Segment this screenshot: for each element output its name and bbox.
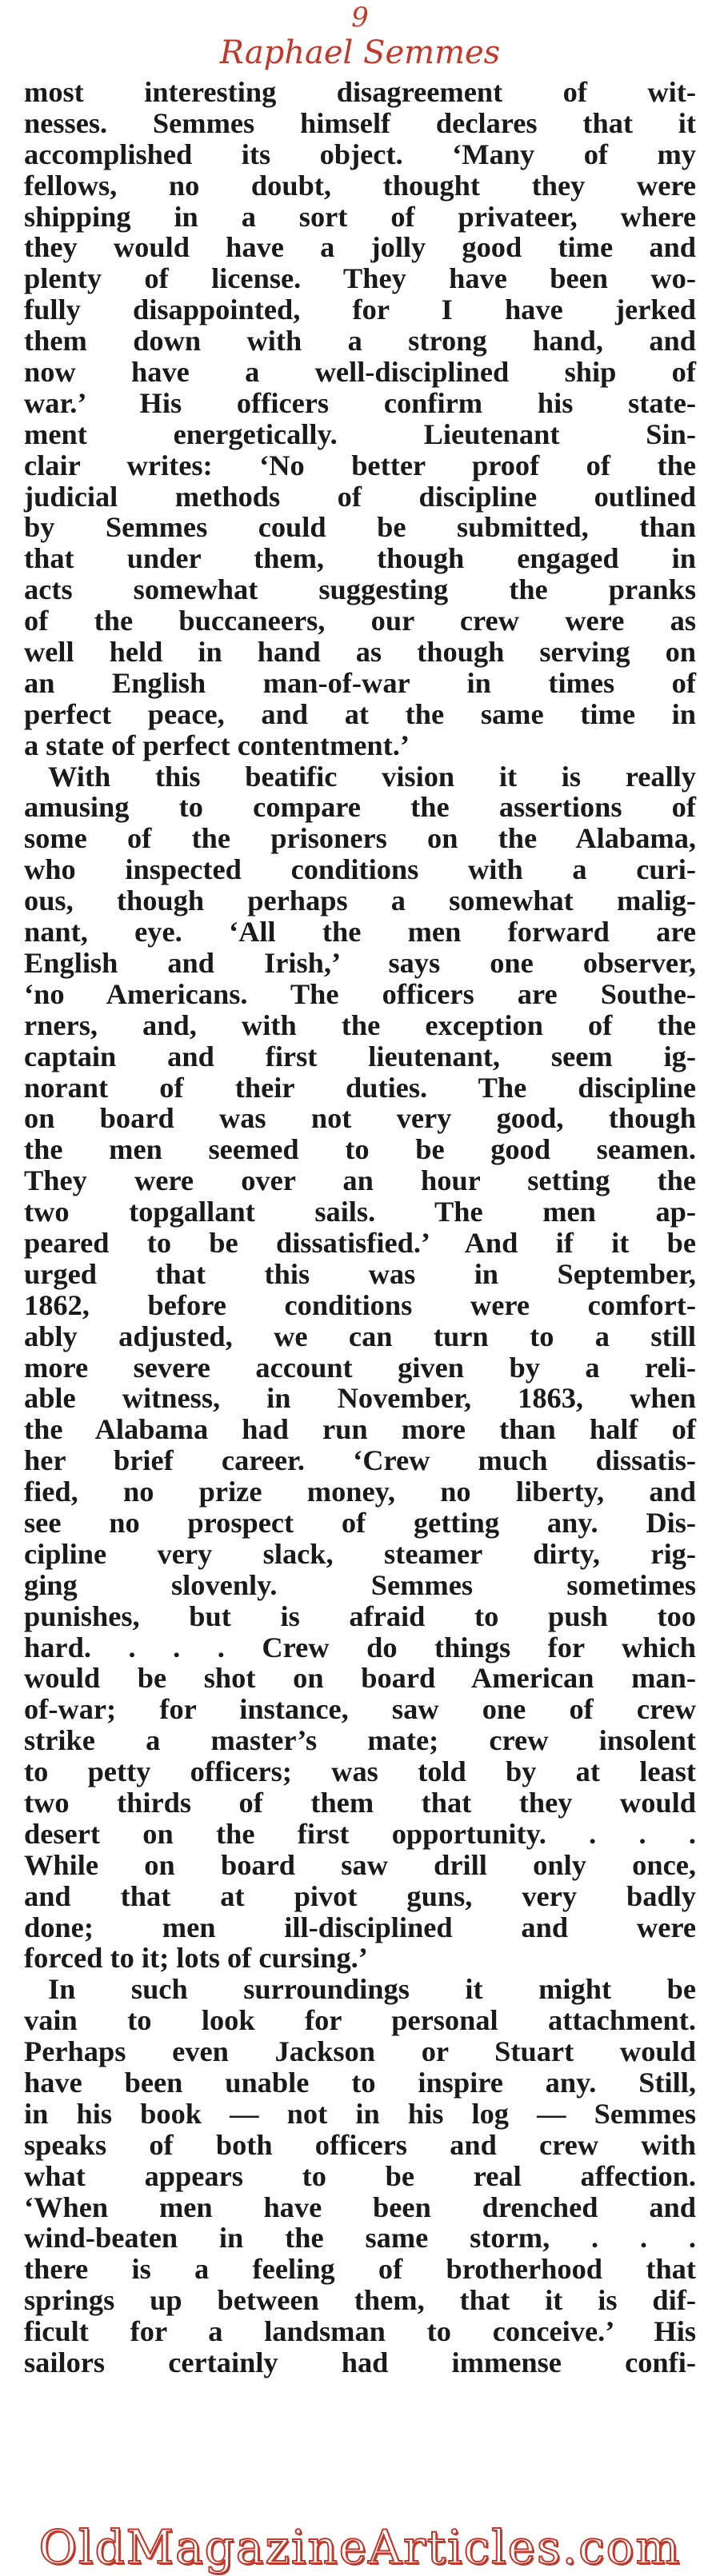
article-line: nant, eye. ‘All the men forward are	[24, 916, 696, 949]
article-line: In such surroundings it might be	[48, 1973, 696, 2006]
article-line: see no prospect of getting any. Dis-	[24, 1506, 696, 1539]
article-line: fellows, no doubt, thought they were	[24, 169, 696, 202]
article-line: ous, though perhaps a somewhat malig-	[24, 885, 696, 917]
article-line: strike a master’s mate; crew insolent	[24, 1724, 696, 1757]
article-line: With this beatific vision it is really	[48, 760, 696, 793]
article-line: accomplished its object. ‘Many of my	[24, 138, 696, 170]
article-line: now have a well-disciplined ship of	[24, 356, 696, 389]
article-line: norant of their duties. The discipline	[24, 1071, 696, 1104]
article-line: more severe account given by a reli-	[24, 1351, 696, 1384]
article-line: there is a feeling of brotherhood that	[24, 2253, 696, 2286]
article-line: they would have a jolly good time and	[24, 231, 696, 264]
article-line: ably adjusted, we can turn to a still	[24, 1320, 696, 1352]
article-line: of the buccaneers, our crew were as	[24, 605, 696, 637]
article-line: perfect peace, and at the same time in	[24, 697, 696, 730]
article-line: done; men ill-disciplined and were	[24, 1911, 696, 1943]
article-line: peared to be dissatisfied.’ And if it be	[24, 1226, 696, 1259]
article-line: acts somewhat suggesting the pranks	[24, 573, 696, 606]
article-line: urged that this was in September,	[24, 1257, 696, 1290]
article-line: them down with a strong hand, and	[24, 325, 696, 357]
article-line: 1862, before conditions were comfort-	[24, 1288, 696, 1321]
article-line: fully disappointed, for I have jerked	[24, 294, 696, 326]
article-line: ging slovenly. Semmes sometimes	[24, 1568, 696, 1601]
article-line: two thirds of them that they would	[24, 1786, 696, 1819]
article-line: her brief career. ‘Crew much dissatis-	[24, 1444, 696, 1477]
article-line: some of the prisoners on the Alabama,	[24, 822, 696, 855]
article-line: most interesting disagreement of wit-	[24, 76, 696, 108]
article-line: ment energetically. Lieutenant Sin-	[24, 417, 696, 450]
article-line: and that at pivot guns, very badly	[24, 1879, 696, 1912]
article-line: cipline very slack, steamer dirty, rig-	[24, 1537, 696, 1570]
article-line: a state of perfect contentment.’	[24, 729, 410, 761]
article-line: on board was not very good, though	[24, 1102, 696, 1135]
article-line: have been unable to inspire any. Still,	[24, 2067, 696, 2099]
article-line: judicial methods of discipline outlined	[24, 480, 696, 513]
article-line: war.’ His officers confirm his state-	[24, 386, 696, 419]
article-line: ficult for a landsman to conceive.’ His	[24, 2315, 696, 2348]
article-line: vain to look for personal attachment.	[24, 2004, 696, 2037]
article-line: plenty of license. They have been wo-	[24, 262, 696, 295]
article-line: desert on the first opportunity. . . .	[24, 1817, 696, 1850]
article-line: ‘When men have been drenched and	[24, 2191, 696, 2223]
article-line: would be shot on board American man-	[24, 1662, 696, 1695]
article-line: shipping in a sort of privateer, where	[24, 200, 696, 233]
article-line: two topgallant sails. The men ap-	[24, 1196, 696, 1228]
article-line: ‘no Americans. The officers are Southe-	[24, 977, 696, 1010]
article-line: able witness, in November, 1863, when	[24, 1382, 696, 1415]
article-line: by Semmes could be submitted, than	[24, 511, 696, 544]
article-line: fied, no prize money, no liberty, and	[24, 1476, 696, 1508]
article-line: hard. . . . Crew do things for which	[24, 1631, 696, 1663]
article-body	[24, 77, 696, 2378]
article-line: in his book — not in his log — Semmes	[24, 2097, 696, 2130]
article-line: what appears to be real affection.	[24, 2159, 696, 2192]
article-line: They were over an hour setting the	[24, 1164, 696, 1197]
article-line: rners, and, with the exception of the	[24, 1008, 696, 1041]
article-line: who inspected conditions with a curi-	[24, 853, 696, 886]
article-line: well held in hand as though serving on	[24, 636, 696, 669]
article-line: captain and first lieutenant, seem ig-	[24, 1040, 696, 1072]
article-line: of-war; for instance, saw one of crew	[24, 1693, 696, 1726]
article-line: English and Irish,’ says one observer,	[24, 946, 696, 979]
page-number: 9	[351, 2, 369, 34]
article-line: speaks of both officers and crew with	[24, 2128, 696, 2161]
article-line: clair writes: ‘No better proof of the	[24, 449, 696, 481]
article-line: sailors certainly had immense confi-	[24, 2346, 696, 2379]
article-line: the Alabama had run more than half of	[24, 1413, 696, 1446]
article-line: Perhaps even Jackson or Stuart would	[24, 2035, 696, 2068]
article-line: an English man-of-war in times of	[24, 666, 696, 699]
article-line: wind-beaten in the same storm, . . .	[24, 2222, 696, 2254]
article-line: springs up between them, that it is dif-	[24, 2284, 696, 2317]
running-title: Raphael Semmes	[219, 34, 501, 71]
article-line: punishes, but is afraid to push too	[24, 1600, 696, 1632]
article-line: forced to it; lots of cursing.’	[24, 1942, 368, 1975]
page-header	[0, 0, 720, 72]
article-line: While on board saw drill only once,	[24, 1848, 696, 1881]
article-line: to petty officers; was told by at least	[24, 1755, 696, 1788]
article-line: the men seemed to be good seamen.	[24, 1133, 696, 1166]
site-watermark[interactable]: OldMagazineArticles.com	[38, 2520, 682, 2574]
article-line: that under them, though engaged in	[24, 542, 696, 575]
article-line: amusing to compare the assertions of	[24, 791, 696, 824]
article-line: nesses. Semmes himself declares that it	[24, 106, 696, 139]
